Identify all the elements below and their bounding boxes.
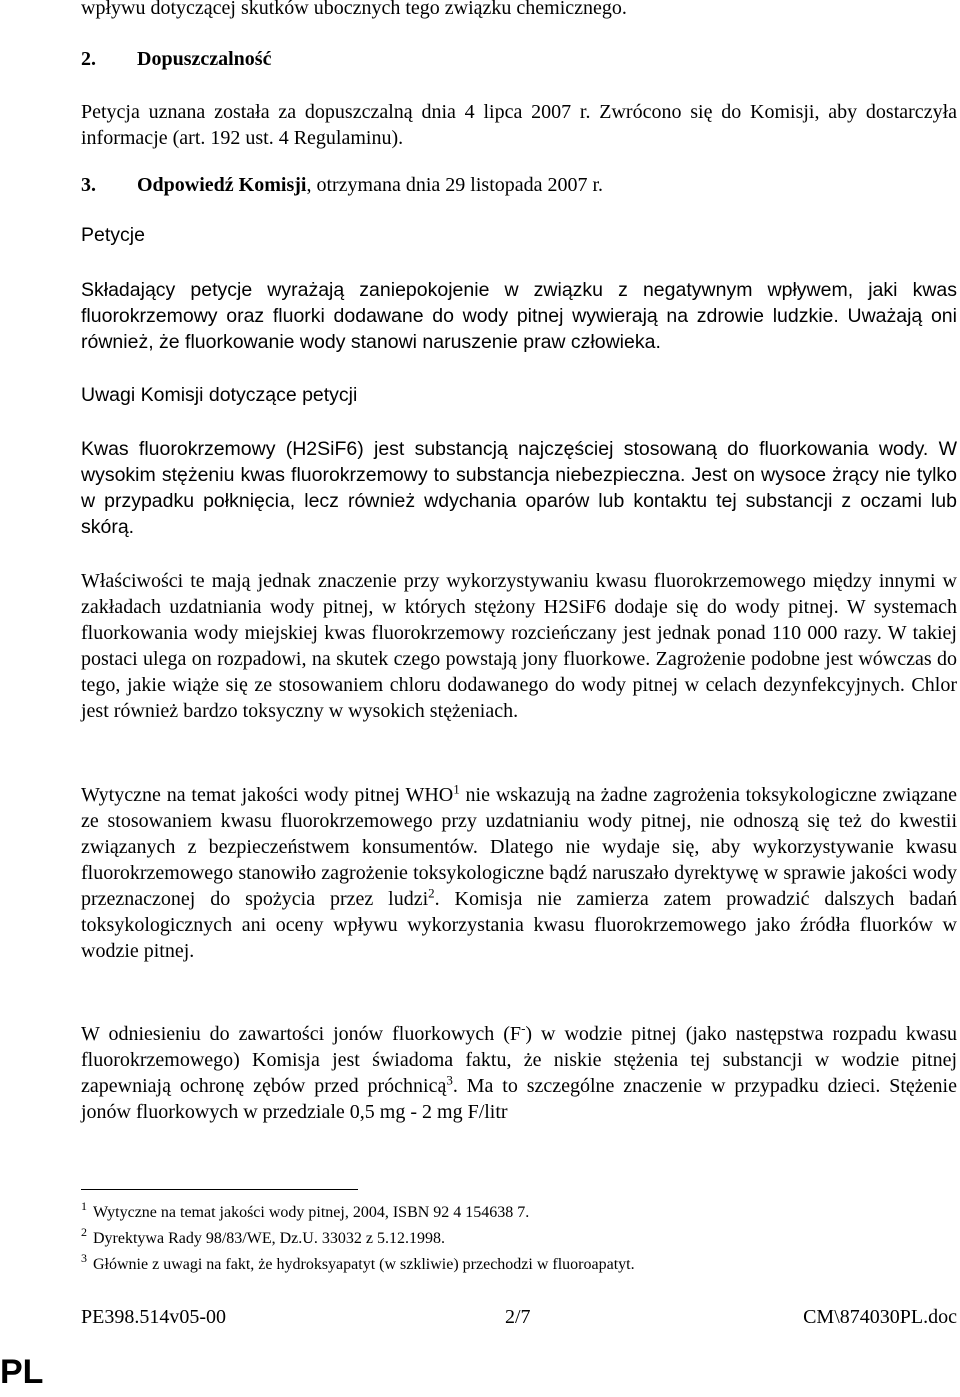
footnote-1: $^1$ Wytyczne na temat jakości wody pitnej, 2004, ISBN 92 4 154638 7. — [81, 1199, 530, 1221]
footnote-ref-2[interactable]: 2 — [428, 885, 435, 901]
intro-line: wpływu dotyczącej skutków ubocznych tego związku chemicznego. — [81, 0, 627, 19]
footnote-separator — [81, 1189, 358, 1190]
footnote-ref-1[interactable]: 1 — [453, 781, 460, 797]
language-code: PL — [0, 1353, 44, 1391]
section-2-heading — [81, 46, 271, 72]
section-3-date: , otrzymana dnia 29 listopada 2007 r. — [306, 174, 604, 196]
paragraph-4: W odniesieniu do zawartości jonów fluorkowych (F-) w wodzie pitnej (jako następstwa rozpadu kwasu fluorokrzemowego) Komisja jest świadoma faktu, że niskie stężenia tej substancji w wodzie pitnej zapewniają ochronę zębów przed próchnicą$^3$. Ma to szczególne znaczenie w przypadku dzieci. Stężenie jonów fluorkowych w przedziale 0,5 mg - 2 mg F/litr — [81, 1020, 957, 1123]
footer-page-number: 2/7 — [505, 1306, 531, 1328]
footnote-2: $^2$ Dyrektywa Rady 98/83/WE, Dz.U. 33032 z 5.12.1998. — [81, 1225, 445, 1247]
section-2-title: Dopuszczalność — [137, 48, 272, 70]
paragraph-1: Kwas fluorokrzemowy (H2SiF6) jest substancją najczęściej stosowaną do fluorkowania wody. W wysokim stężeniu kwas fluorokrzemowy to substancja niebezpieczna. Jest on wysoce żrący nie tylko w przypadku połknięcia, lecz również wdychania oparów lub kontaktu tej substancji z oczami lub skórą. — [81, 438, 957, 538]
footnote-3: $^3$ Głównie z uwagi na fakt, że hydroksyapatyt (w szkliwie) przechodzi w fluoroapatyt. — [81, 1251, 635, 1273]
footer-file-ref: CM\874030PL.doc — [803, 1306, 957, 1328]
section-2-number: 2. — [81, 48, 96, 70]
page-footer — [81, 1304, 957, 1330]
superscript-minus: - — [521, 1020, 526, 1036]
comments-heading: Uwagi Komisji dotyczące petycji — [81, 384, 358, 406]
section-3-title: Odpowiedź Komisji — [137, 174, 307, 196]
petitions-text: Składający petycje wyrażają zaniepokojenie w związku z negatywnym wpływem, jaki kwas fluorokrzemowy oraz fluorki dodawane do wody pitnej wywierają na zdrowie ludzkie. Uważają oni również, że fluorkowanie wody stanowi naruszenie praw człowieka. — [81, 279, 957, 353]
footnote-ref-3[interactable]: 3 — [446, 1072, 453, 1088]
section-2-text: Petycja uznana została za dopuszczalną dnia 4 lipca 2007 r. Zwrócono się do Komisji, aby dostarczyła informacje (art. 192 ust. 4 Regulaminu). — [81, 101, 957, 149]
footer-document-ref: PE398.514v05-00 — [81, 1306, 226, 1328]
paragraph-2: Właściwości te mają jednak znaczenie przy wykorzystywaniu kwasu fluorokrzemowego między innymi w zakładach uzdatniania wody pitnej, w których stężony H2SiF6 dodaje się do wody pitnej. W systemach fluorkowania wody miejskiej kwas fluorokrzemowy rozcieńczany jest jednak ponad 110 000 razy. W takiej postaci ulega on rozpadowi, na skutek czego powstają jony fluorkowe. Zagrożenie podobne jest wówczas do tego, jakie wiąże się ze stosowaniem chloru dodawanego do wody pitnej w celach dezynfekcyjnych. Chlor jest również bardzo toksyczny w wysokich stężeniach. — [81, 570, 957, 722]
petitions-heading: Petycje — [81, 224, 145, 246]
paragraph-3: Wytyczne na temat jakości wody pitnej WHO$^1$ nie wskazują na żadne zagrożenia toksykologiczne związane ze stosowaniem kwasu fluorokrzemowego przy uzdatnianiu wody pitnej, nie odnoszą się też do kwestii związanych z bezpieczeństwem konsumentów. Dlatego nie wydaje się, aby wykorzystywanie kwasu fluorokrzemowego stanowiło zagrożenie toksykologiczne bądź naruszało dyrektywę w sprawie jakości wody przeznaczonej do spożycia przez ludzi$^2$. Komisja nie zamierza zatem prowadzić dalszych badań toksykologicznych ani oceny wpływu wykorzystania kwasu fluorokrzemowego jako źródła fluorków w wodzie pitnej. — [81, 781, 958, 962]
section-3-number: 3. — [81, 174, 96, 196]
section-3-heading — [81, 172, 603, 198]
footnotes — [81, 1200, 957, 1278]
